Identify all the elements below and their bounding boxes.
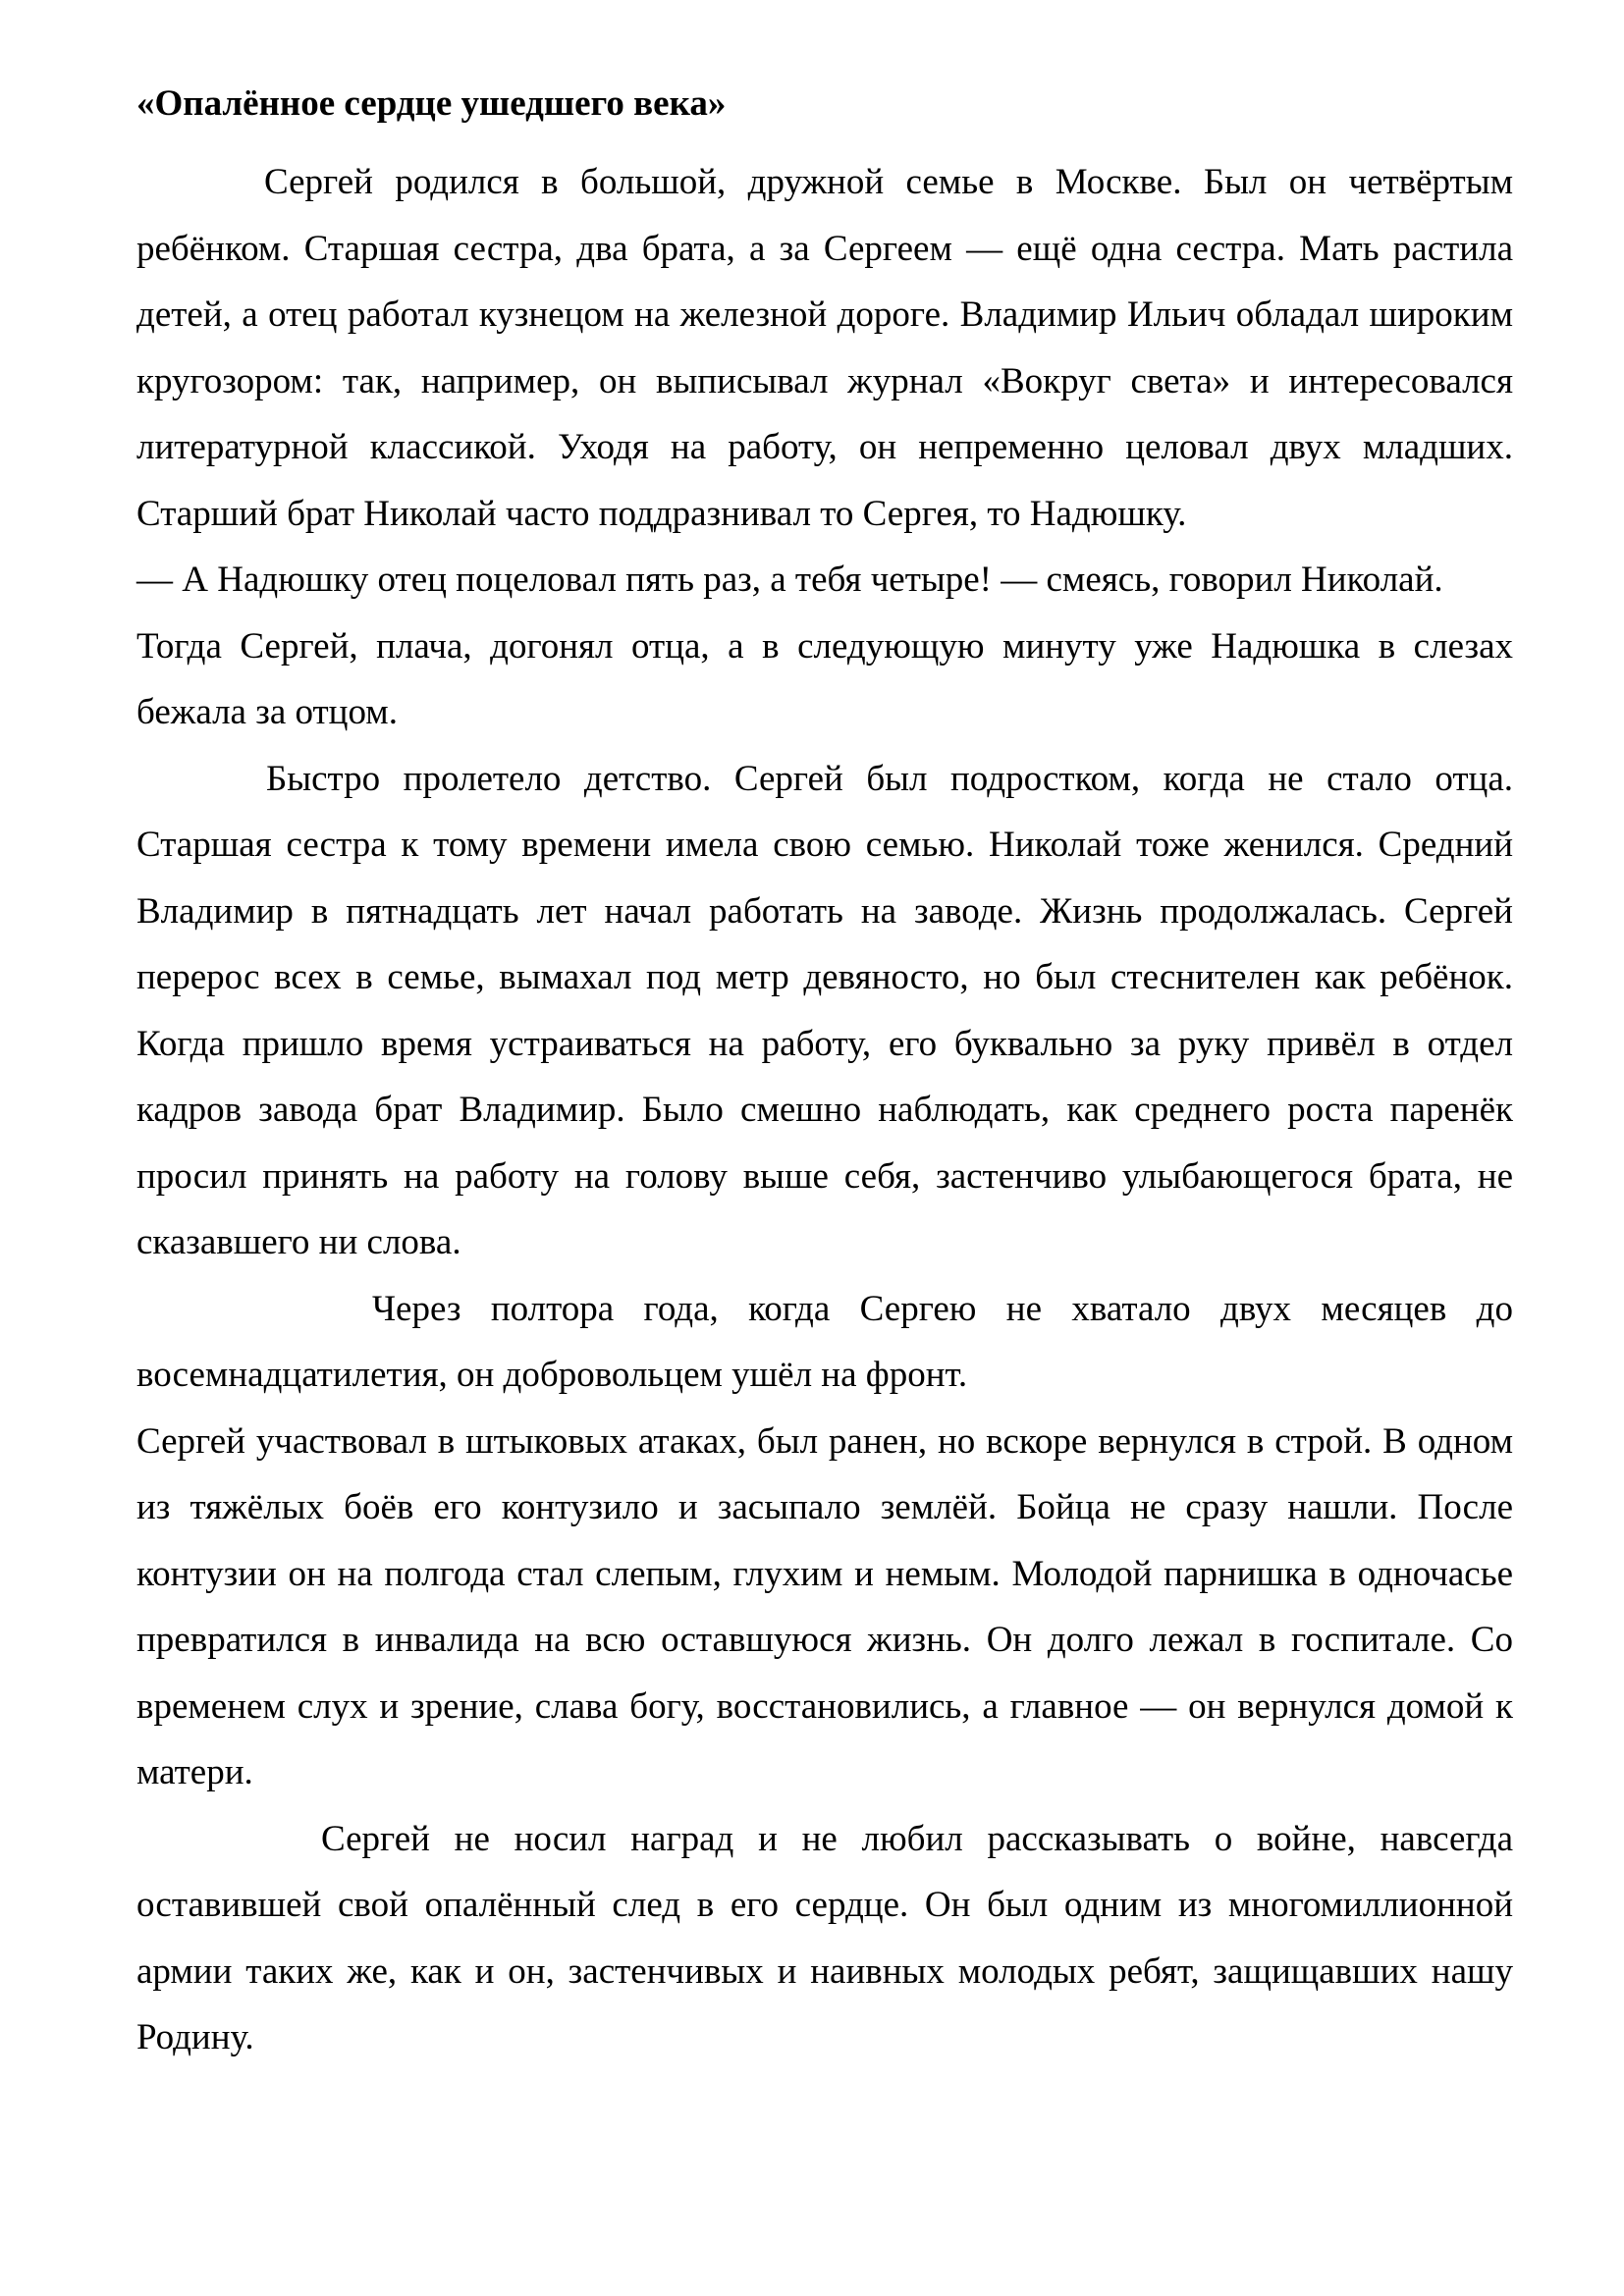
paragraph-childhood: Быстро пролетело детство. Сергей был подростком, когда не стало отца. Старшая сестра к тому времени имела свою семью. Николай тоже женился. Средний Владимир в пятнадцать лет начал работать на заводе. Жизнь продолжалась. Сергей перерос всех в семье, вымахал под метр девяносто, но был стеснителен как ребёнок. Когда пришло время устраиваться на работу, его буквально за руку привёл в отдел кадров завода брат Владимир. Было смешно наблюдать, как среднего роста паренёк просил принять на работу на голову выше себя, застенчиво улыбающегося брата, не сказавшего ни слова. <box>136 758 1513 1262</box>
paragraph-dialogue: — А Надюшку отец поцеловал пять раз, а тебя четыре! — смеясь, говорил Николай. <box>136 560 1443 600</box>
document-body <box>136 75 1513 2071</box>
document-title: «Опалённое сердце ушедшего века» <box>136 83 727 124</box>
paragraph-chasing-father: Тогда Сергей, плача, догонял отца, а в следующую минуту уже Надюшка в слезах бежала за отцом. <box>136 625 1513 732</box>
paragraph-family: Сергей родился в большой, дружной семье в Москве. Был он четвёртым ребёнком. Старшая сестра, два брата, а за Сергеем — ещё одна сестра. Мать растила детей, а отец работал кузнецом на железной дороге. Владимир Ильич обладал широким кругозором: так, например, он выписывал журнал «Вокруг света» и интересовался литературной классикой. Уходя на работу, он непременно целовал двух младших. Старший брат Николай часто поддразнивал то Сергея, то Надюшку. <box>136 162 1513 534</box>
paragraph-war: Сергей участвовал в штыковых атаках, был ранен, но вскоре вернулся в строй. В одном из тяжёлых боёв его контузило и засыпало землёй. Бойца не сразу нашли. После контузии он на полгода стал слепым, глухим и немым. Молодой парнишка в одночасье превратился в инвалида на всю оставшуюся жизнь. Он долго лежал в госпитале. Со временем слух и зрение, слава богу, восстановились, а главное — он вернулся домой к матери. <box>136 1420 1513 1792</box>
paragraph-conclusion: Сергей не носил наград и не любил рассказывать о войне, навсегда оставившей свой опалённый след в его сердце. Он был одним из многомиллионной армии таких же, как и он, застенчивых и наивных молодых ребят, защищавших нашу Родину. <box>136 1818 1513 2057</box>
paragraph-front: Через полтора года, когда Сергею не хватало двух месяцев до восемнадцатилетия, он добровольцем ушёл на фронт. <box>136 1288 1513 1395</box>
